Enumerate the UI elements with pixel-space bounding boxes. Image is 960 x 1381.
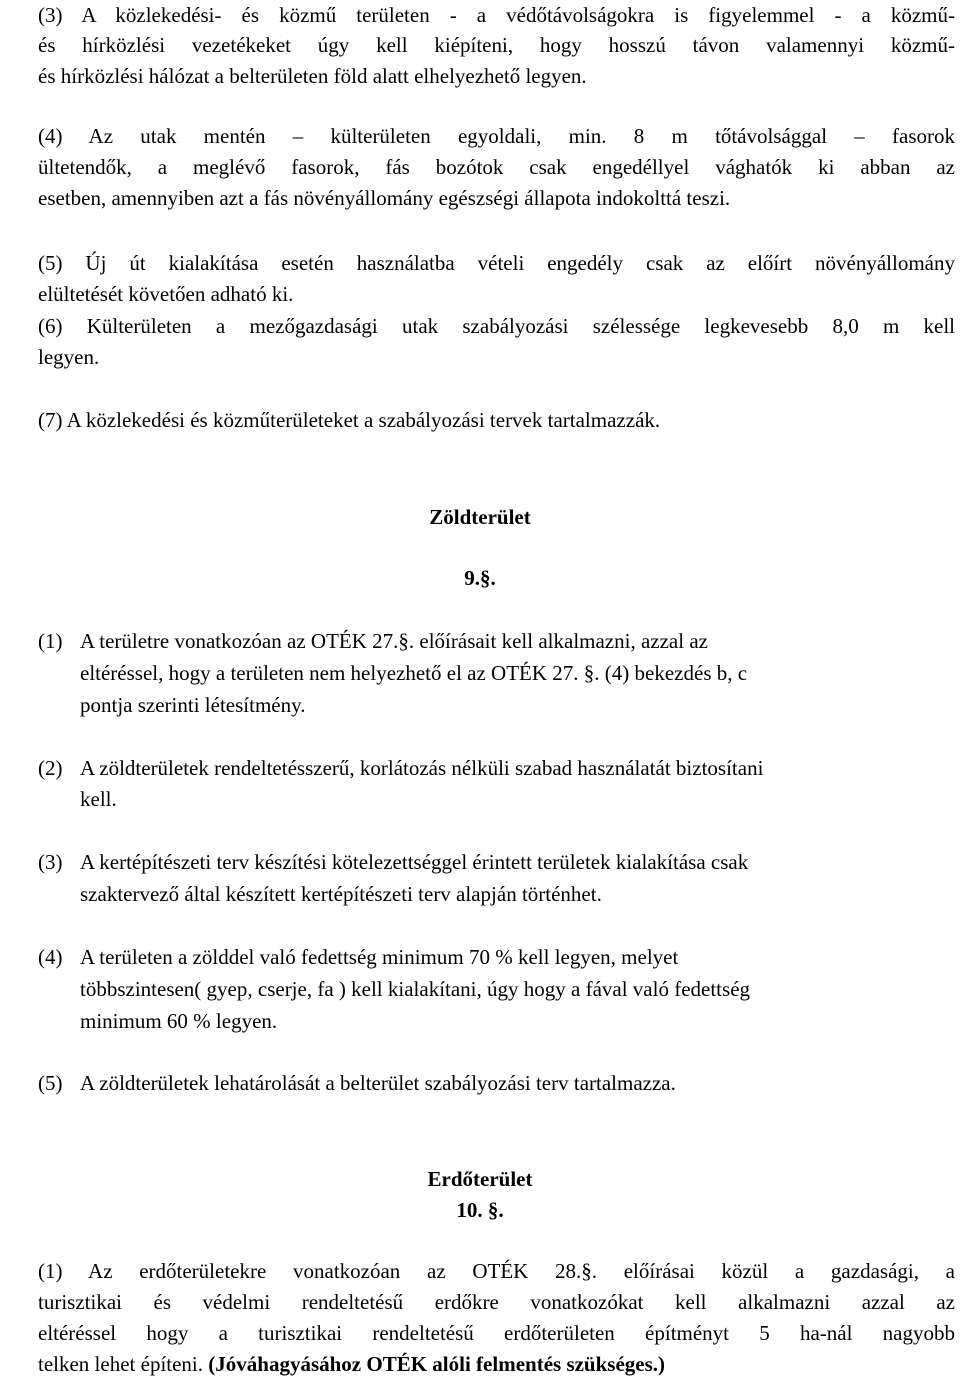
zold-p4-line-1: A területen a zölddel való fedettség minimum 70 % kell legyen, melyet — [80, 945, 679, 969]
erdo-p1-line-3: eltéréssel hogy a turisztikai rendeltetésű erdőterületen építményt 5 ha-nál nagyobb — [38, 1321, 955, 1345]
paragraph-6-line-1: (6) Külterületen a mezőgazdasági utak szabályozási szélessége legkevesebb 8,0 m kell — [38, 314, 955, 338]
paragraph-6-line-2: legyen. — [38, 345, 100, 369]
zold-p5-number: (5) — [38, 1071, 63, 1095]
erdo-p1-line-2: turisztikai és védelmi rendeltetésű erdőkre vonatkozókat kell alkalmazni azzal az — [38, 1290, 955, 1314]
erdo-p1-line-4 — [38, 1349, 665, 1381]
erdo-p1-line-4-text: telken lehet építeni. — [38, 1352, 204, 1376]
zold-p3-number: (3) — [38, 850, 63, 874]
erdo-p1-line-4-bold-note: (Jóváhagyásához OTÉK alóli felmentés szükséges.) — [208, 1352, 666, 1376]
zold-p5-line-1: A zöldterületek lehatárolását a belterület szabályozási terv tartalmazza. — [80, 1071, 676, 1095]
zold-p1-line-1: A területre vonatkozóan az OTÉK 27.§. előírásait kell alkalmazni, azzal az — [80, 629, 708, 653]
paragraph-7-line-1: (7) A közlekedési és közműterületeket a szabályozási tervek tartalmazzák. — [38, 408, 661, 432]
section-title-zoldterulet: Zöldterület — [429, 505, 531, 529]
paragraph-3-line-3: és hírközlési hálózat a belterületen föld alatt elhelyezhető legyen. — [38, 64, 587, 88]
zold-p4-line-2: többszintesen( gyep, cserje, fa ) kell kialakítani, úgy hogy a fával való fedettség — [80, 977, 751, 1001]
section-number-9: 9.§. — [464, 566, 496, 590]
paragraph-4-line-3: esetben, amennyiben azt a fás növényállomány egészségi állapota indokolttá teszi. — [38, 186, 731, 210]
paragraph-3-line-2: és hírközlési vezetékeket úgy kell kiépíteni, hogy hosszú távon valamennyi közmű- — [38, 33, 955, 57]
erdo-p1-line-1: (1) Az erdőterületekre vonatkozóan az OTÉK 28.§. előírásai közül a gazdasági, a — [38, 1259, 955, 1283]
zold-p4-line-3: minimum 60 % legyen. — [80, 1009, 278, 1033]
zold-p1-line-3: pontja szerinti létesítmény. — [80, 693, 306, 717]
zold-p4-number: (4) — [38, 945, 63, 969]
paragraph-3-line-1: (3) A közlekedési- és közmű területen - a védőtávolságokra is figyelemmel - a közmű- — [38, 3, 955, 27]
zold-p2-line-2: kell. — [80, 787, 117, 811]
zold-p3-line-1: A kertépítészeti terv készítési kötelezettséggel érintett területek kialakítása csak — [80, 850, 749, 874]
paragraph-5-line-1: (5) Új út kialakítása esetén használatba vételi engedély csak az előírt növényállomány — [38, 251, 955, 275]
zold-p3-line-2: szaktervező által készített kertépítészeti terv alapján történhet. — [80, 882, 602, 906]
paragraph-5-line-2: elültetését követően adható ki. — [38, 282, 294, 306]
zold-p2-line-1: A zöldterületek rendeltetésszerű, korlátozás nélküli szabad használatát biztosítani — [80, 756, 764, 780]
paragraph-4-line-1: (4) Az utak mentén – külterületen egyoldali, min. 8 m tőtávolsággal – fasorok — [38, 124, 955, 148]
zold-p1-number: (1) — [38, 629, 63, 653]
paragraph-4-line-2: ültetendők, a meglévő fasorok, fás bozótok csak engedéllyel vághatók ki abban az — [38, 155, 955, 179]
section-number-10: 10. §. — [456, 1198, 504, 1222]
zold-p1-line-2: eltéréssel, hogy a területen nem helyezhető el az OTÉK 27. §. (4) bekezdés b, c — [80, 661, 748, 685]
section-title-erdoterulet: Erdőterület — [427, 1167, 533, 1191]
zold-p2-number: (2) — [38, 756, 63, 780]
